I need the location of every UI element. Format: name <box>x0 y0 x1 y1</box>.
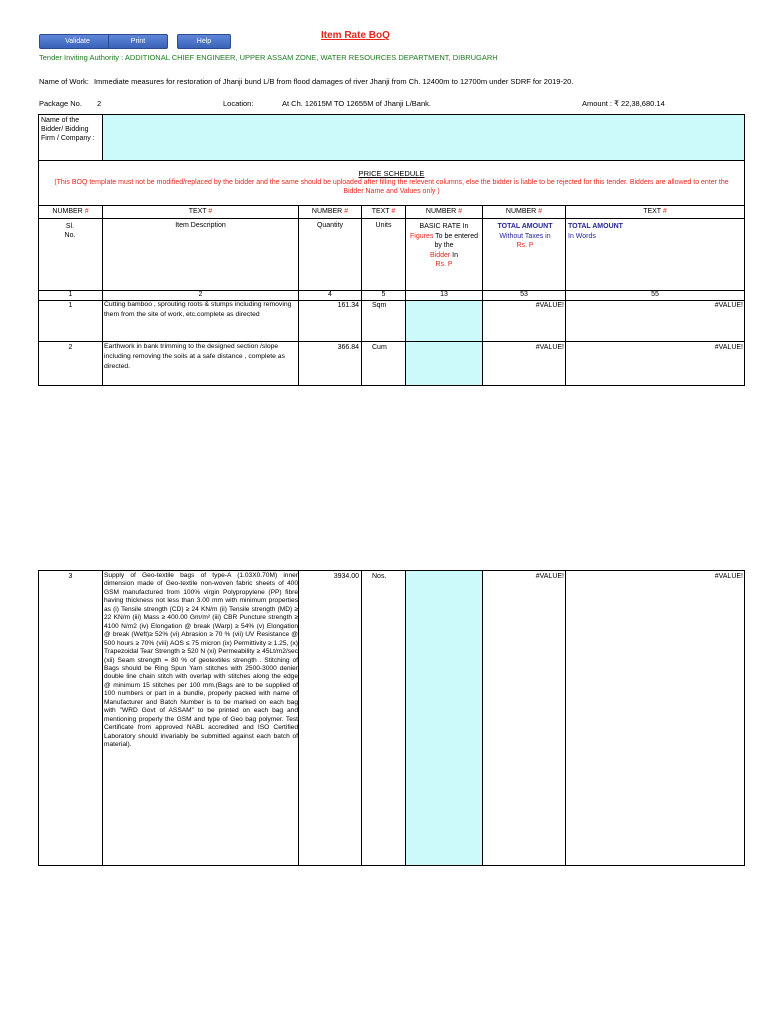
coltype-label: TEXT # <box>371 208 396 215</box>
location-label: Location: <box>223 99 254 108</box>
header-total-words <box>568 222 648 241</box>
header-basic-rate <box>408 222 480 270</box>
print-button[interactable]: Print <box>108 34 168 49</box>
rate-input[interactable] <box>405 570 483 866</box>
total-amount-line: Without Taxes in <box>499 232 551 240</box>
index-label: 2 <box>198 291 203 298</box>
row-description: Earthwork in bank trimming to the designed section /slope including removing the soils at a safe distance , complete as directed. <box>104 343 285 370</box>
header-sl-no: Sl. No. <box>64 223 76 239</box>
help-button[interactable]: Help <box>177 34 231 49</box>
total-words-line: In Words <box>568 232 596 240</box>
amount-text: Amount : ₹ 22,38,680.14 <box>582 99 665 108</box>
row-description: Supply of Geo-textile bags of type-A (1.03X0.70M) inner dimension made of Geo-textile non-woven fabric sheets of 400 GSM manufactured from 100% virgin Polypropylene (PP) fibre having thickness not less than 3.00 mm with minimum properties as (i) Tensile strength (CD) ≥ 24 KN/m (ii) Tensile strength (MD) ≥ 22 KN/m (iii) Mass ≥ 400.00 Gm/m² (iii) CBR Puncture strength ≥ 4100 N/m2 (iv) Elongation @ break (Warp) ≥ 54% (v) Elongation @ break (Weft)≥ 52% (vi) Abrasion ≥ 70 % (vii) UV Resistance @ 500 hours ≥ 70% (viii) AOS ≤ 75 micron (ix) Permittivity ≥ 1.25, (x) Trapezoidal Tear Strength ≥ 520 N (xi) Permeability ≥ 45Lt/m2/sec (xii) Seam strength = 80 % of geotextiles strength . Stitching of Bags should be Ring Spun Yarn stitches with 2500-3000 denier double line chain stitch with overlap with stitches along the edge @ minimum 15 stitches per 100 mm.(Bags are to be supplied of 100 numbers or part in a bundle, properly packed with name of Manufacturer and Batch Number is to be marked on each bag with "WRD Govt of ASSAM" to be printed on each bag and mentioning properly the GSM and type of Geo bag polymer. Test Certificate from approved NABL accredited and ISO Certified Laboratory should invariably be submitted against each batch of material). <box>104 572 298 749</box>
coltype-label: TEXT # <box>188 208 213 215</box>
row-quantity: 366.84 <box>337 344 359 351</box>
package-value: 2 <box>97 99 102 108</box>
bidder-label-cell <box>38 114 103 161</box>
header-quantity: Quantity <box>316 222 344 229</box>
coltype-label: NUMBER # <box>505 208 543 215</box>
row-words: #VALUE! <box>714 302 743 309</box>
row-total: #VALUE! <box>535 344 564 351</box>
work-label: Name of Work: <box>39 77 89 86</box>
row-units: Sqm <box>372 302 387 309</box>
index-label: 4 <box>328 291 332 298</box>
row-total: #VALUE! <box>535 302 564 309</box>
table-row <box>38 570 103 866</box>
index-label: 5 <box>381 291 386 298</box>
row-cell <box>361 570 406 866</box>
bidder-label: Name of the Bidder/ Bidding Firm / Company : <box>41 117 95 142</box>
row-total: #VALUE! <box>535 573 564 580</box>
basic-rate-line: Bidder In <box>429 251 459 259</box>
row-quantity: 161.34 <box>337 302 359 309</box>
row-cell <box>298 570 362 866</box>
bidder-name-input[interactable] <box>102 114 745 161</box>
index-label: 53 <box>520 291 528 298</box>
header-item-description: Item Description <box>175 222 226 229</box>
row-cell <box>482 570 566 866</box>
price-schedule-note: (This BOQ template must not be modified/replaced by the bidder and the same should be uploaded after filling the relevent columns, else the bidder is liable to be rejected for this tender. Bidders are allowed to enter the Bidder Name and Values only ) <box>54 179 729 195</box>
row-description: Cutting bamboo , sprouting roots & stumps including removing them from the site of work, etc.complete as directed <box>104 301 292 318</box>
index-label: 55 <box>651 291 659 298</box>
header-total-amount <box>486 222 564 251</box>
row-sl: 3 <box>68 573 73 580</box>
work-text: Immediate measures for restoration of Jhanji bund L/B from flood damages of river Jhanji from Ch. 12400m to 12700m under SDRF for 2019-20. <box>93 77 574 86</box>
row-words: #VALUE! <box>714 573 743 580</box>
rate-input[interactable] <box>405 341 483 386</box>
basic-rate-line: Rs. P <box>435 261 453 268</box>
package-label: Package No. <box>39 99 82 108</box>
coltype-label: NUMBER # <box>425 208 463 215</box>
validate-button[interactable]: Validate <box>39 34 116 49</box>
rate-input[interactable] <box>405 300 483 342</box>
total-words-line: TOTAL AMOUNT <box>568 223 623 230</box>
basic-rate-line: BASIC RATE In <box>419 223 469 230</box>
total-amount-line: Rs. P <box>516 242 534 249</box>
row-units: Cum <box>372 344 387 351</box>
row-quantity: 3934.00 <box>333 573 359 580</box>
row-units: Nos. <box>372 573 387 580</box>
coltype-label: NUMBER # <box>52 208 89 215</box>
basic-rate-line: Figures To be entered by the <box>410 232 478 249</box>
work-line <box>39 77 573 86</box>
coltype-label: NUMBER # <box>311 208 349 215</box>
row-sl: 1 <box>68 302 73 309</box>
total-amount-line: TOTAL AMOUNT <box>497 223 553 230</box>
row-sl: 2 <box>68 344 73 351</box>
row-words: #VALUE! <box>714 344 743 351</box>
location-value: At Ch. 12615M TO 12655M of Jhanji L/Bank. <box>282 99 431 108</box>
page-title: Item Rate BoQ <box>321 30 390 41</box>
tender-authority: Tender Inviting Authority : ADDITIONAL CHIEF ENGINEER, UPPER ASSAM ZONE, WATER RESOURCES DEPARTMENT, DIBRUGARH <box>39 53 498 62</box>
index-label: 13 <box>440 291 448 298</box>
coltype-label: TEXT # <box>643 208 667 215</box>
header-units: Units <box>375 222 392 229</box>
price-schedule-heading: PRICE SCHEDULE <box>358 169 425 178</box>
index-label: 1 <box>68 291 73 298</box>
row-cell <box>565 570 745 866</box>
